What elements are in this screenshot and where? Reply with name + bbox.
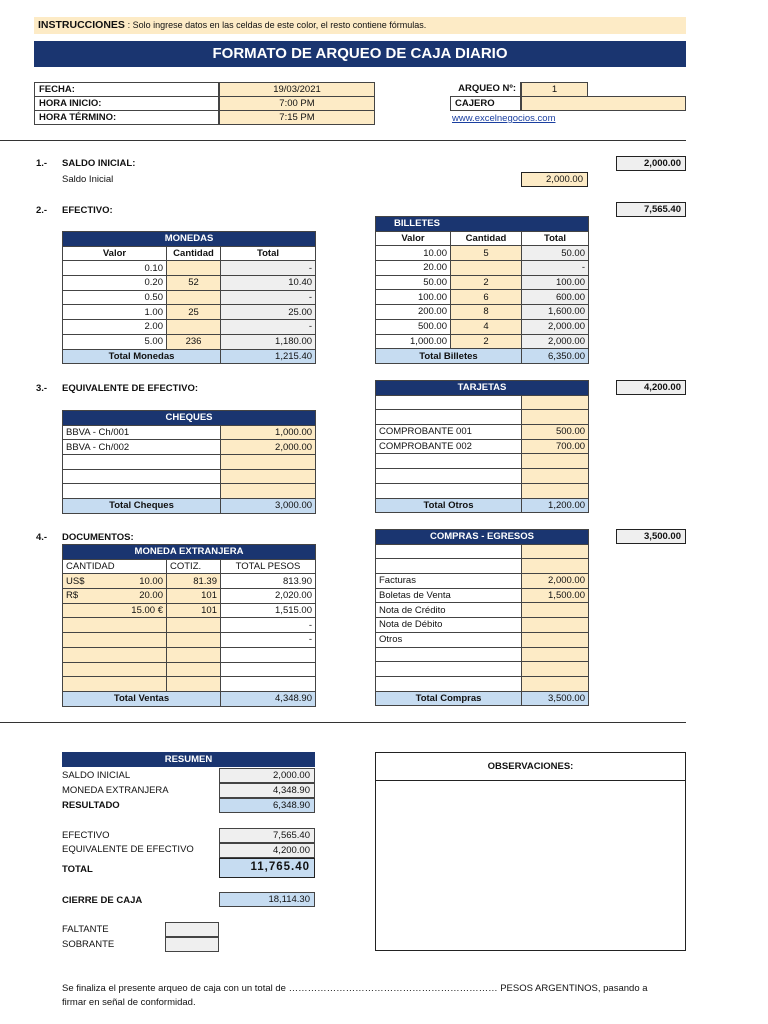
- billetes-valor: 200.00: [376, 305, 451, 320]
- tarjeta-amount-field[interactable]: [522, 395, 589, 410]
- table-row: [63, 455, 316, 470]
- table-row: [63, 334, 316, 349]
- compra-description[interactable]: Nota de Débito: [376, 618, 522, 633]
- cheques-total-label: Total Cheques: [63, 499, 221, 514]
- compra-amount-field[interactable]: [522, 662, 589, 677]
- moneda-total: [221, 647, 316, 662]
- table-row: [376, 647, 589, 662]
- sobrante-value: [165, 937, 219, 952]
- moneda-header-total: TOTAL PESOS: [221, 559, 316, 574]
- fecha-label: FECHA:: [34, 82, 219, 97]
- table-row: [376, 483, 589, 498]
- compra-description[interactable]: Boletas de Venta: [376, 588, 522, 603]
- compra-description[interactable]: [376, 647, 522, 662]
- table-row: [63, 574, 316, 589]
- table-row: [376, 544, 589, 559]
- moneda-total: -: [221, 618, 316, 633]
- monedas-total: -: [221, 290, 316, 305]
- arqueo-number-field[interactable]: 1: [521, 82, 588, 97]
- table-row: [376, 275, 589, 290]
- faltante-label: FALTANTE: [62, 924, 109, 935]
- cheque-description[interactable]: BBVA - Ch/001: [63, 425, 221, 440]
- billetes-valor: 50.00: [376, 275, 451, 290]
- table-row: [376, 588, 589, 603]
- sobrante-label: SOBRANTE: [62, 939, 115, 950]
- table-row: [63, 305, 316, 320]
- sec2-number: 2.-: [36, 205, 48, 216]
- resumen-equiv-value: 4,200.00: [219, 843, 315, 858]
- cheque-description[interactable]: [63, 484, 221, 499]
- compra-amount-field[interactable]: [522, 647, 589, 662]
- hora-termino-field[interactable]: 7:15 PM: [219, 110, 375, 125]
- moneda-cotiz-field[interactable]: [167, 618, 221, 633]
- table-row: [63, 320, 316, 335]
- cheque-description[interactable]: [63, 469, 221, 484]
- compra-amount-field[interactable]: [522, 618, 589, 633]
- compras-total-value: 3,500.00: [522, 691, 589, 706]
- cierre-label: CIERRE DE CAJA: [62, 895, 143, 906]
- cheques-table: [62, 410, 316, 514]
- monedas-total-label: Total Monedas: [63, 349, 221, 364]
- tarjeta-description[interactable]: [376, 454, 522, 469]
- resumen-efectivo-label: EFECTIVO: [62, 830, 110, 841]
- compra-description[interactable]: [376, 662, 522, 677]
- table-row: [63, 290, 316, 305]
- resumen-efectivo-value: 7,565.40: [219, 828, 315, 843]
- monedas-total: 10.40: [221, 276, 316, 291]
- resumen-total-label: TOTAL: [62, 864, 93, 875]
- table-row: [63, 633, 316, 648]
- tarjeta-amount-field[interactable]: [522, 469, 589, 484]
- cheque-amount-field[interactable]: [221, 484, 316, 499]
- billetes-cantidad-field[interactable]: 2: [451, 334, 522, 349]
- cheque-amount-field[interactable]: 1,000.00: [221, 425, 316, 440]
- moneda-cotiz-field[interactable]: [167, 633, 221, 648]
- table-row: [63, 425, 316, 440]
- page-title: FORMATO DE ARQUEO DE CAJA DIARIO: [34, 41, 686, 67]
- sec1-title: SALDO INICIAL:: [62, 158, 136, 169]
- compra-amount-field[interactable]: [522, 632, 589, 647]
- instructions-label: INSTRUCCIONES: [38, 19, 125, 31]
- tarjeta-description[interactable]: [376, 410, 522, 425]
- compra-amount-field[interactable]: 1,500.00: [522, 588, 589, 603]
- billetes-valor: 1,000.00: [376, 334, 451, 349]
- tarjetas-total-label: Total Otros: [376, 498, 522, 513]
- table-row: [376, 410, 589, 425]
- cheques-total-value: 3,000.00: [221, 499, 316, 514]
- divider-top: [0, 140, 686, 141]
- table-row: [376, 632, 589, 647]
- sec3-number: 3.-: [36, 383, 48, 394]
- billetes-total: 600.00: [522, 290, 589, 305]
- table-row: [63, 618, 316, 633]
- tarjeta-description[interactable]: COMPROBANTE 002: [376, 439, 522, 454]
- sec4-number: 4.-: [36, 532, 48, 543]
- moneda-cotiz-field[interactable]: [167, 662, 221, 677]
- billetes-valor: 100.00: [376, 290, 451, 305]
- table-row: [376, 290, 589, 305]
- monedas-total: 1,180.00: [221, 334, 316, 349]
- moneda-total: 2,020.00: [221, 589, 316, 604]
- moneda-total: 813.90: [221, 574, 316, 589]
- moneda-total: -: [221, 633, 316, 648]
- resumen-saldo-label: SALDO INICIAL: [62, 770, 131, 781]
- tarjeta-description[interactable]: [376, 469, 522, 484]
- moneda-currency: R$: [66, 590, 79, 602]
- moneda-cotiz-field[interactable]: [167, 647, 221, 662]
- saldo-inicial-field[interactable]: 2,000.00: [521, 172, 588, 187]
- moneda-total: [221, 677, 316, 692]
- compra-description[interactable]: Nota de Crédito: [376, 603, 522, 618]
- billetes-total: -: [522, 261, 589, 276]
- table-row: [376, 574, 589, 589]
- moneda-cotiz-field[interactable]: [167, 677, 221, 692]
- compra-description[interactable]: Facturas: [376, 574, 522, 589]
- tarjeta-description[interactable]: [376, 395, 522, 410]
- table-row: [376, 439, 589, 454]
- cheque-description[interactable]: [63, 455, 221, 470]
- moneda-cotiz-field[interactable]: 101: [167, 603, 221, 618]
- moneda-cantidad-field[interactable]: 15.00 €: [131, 605, 163, 617]
- sec2-title: EFECTIVO:: [62, 205, 113, 216]
- instructions-bar: [34, 17, 686, 34]
- footer-text-line2: firmar en señal de conformidad.: [62, 997, 196, 1008]
- moneda-header-cantidad: CANTIDAD: [63, 559, 167, 574]
- table-row: [63, 589, 316, 604]
- table-row: [376, 334, 589, 349]
- moneda-cantidad-field[interactable]: 10.00: [139, 575, 163, 587]
- resumen-saldo-value: 2,000.00: [219, 768, 315, 783]
- observaciones-title: OBSERVACIONES:: [376, 753, 685, 781]
- hora-inicio-label: HORA INICIO:: [34, 96, 219, 111]
- website-link[interactable]: www.excelnegocios.com: [452, 113, 556, 124]
- table-row: [376, 603, 589, 618]
- moneda-cantidad-field[interactable]: 20.00: [139, 590, 163, 602]
- table-row: [376, 618, 589, 633]
- monedas-cantidad-field[interactable]: 52: [167, 276, 221, 291]
- monedas-valor: 5.00: [63, 334, 167, 349]
- billetes-cantidad-field[interactable]: [451, 261, 522, 276]
- monedas-table: [62, 231, 316, 364]
- tarjeta-amount-field[interactable]: [522, 410, 589, 425]
- resumen-resultado-value: 6,348.90: [219, 798, 315, 813]
- billetes-valor: 20.00: [376, 261, 451, 276]
- footer-text-line1: Se finaliza el presente arqueo de caja con un total de ………………………………………………………… PESOS ARGENTINOS, pasando a: [62, 983, 648, 994]
- billetes-total: 1,600.00: [522, 305, 589, 320]
- compras-total-label: Total Compras: [376, 691, 522, 706]
- billetes-header-cantidad: Cantidad: [451, 231, 522, 246]
- table-row: [376, 454, 589, 469]
- billetes-total: 2,000.00: [522, 319, 589, 334]
- cajero-label: CAJERO: [450, 96, 521, 111]
- table-row: [63, 662, 316, 677]
- billetes-total: 100.00: [522, 275, 589, 290]
- sec2-total: 7,565.40: [616, 202, 686, 217]
- tarjetas-total-value: 1,200.00: [522, 498, 589, 513]
- saldo-inicial-label: Saldo Inicial: [62, 174, 114, 185]
- billetes-valor: 500.00: [376, 319, 451, 334]
- monedas-total-value: 1,215.40: [221, 349, 316, 364]
- observaciones-box[interactable]: [375, 752, 686, 951]
- cheque-amount-field[interactable]: [221, 455, 316, 470]
- table-row: [63, 469, 316, 484]
- tarjeta-amount-field[interactable]: 500.00: [522, 425, 589, 440]
- resumen-moneda-value: 4,348.90: [219, 783, 315, 798]
- monedas-cantidad-field[interactable]: 25: [167, 305, 221, 320]
- table-row: [376, 246, 589, 261]
- hora-termino-label: HORA TÉRMINO:: [34, 110, 219, 125]
- ventas-total-value: 4,348.90: [221, 691, 316, 706]
- billetes-total: 50.00: [522, 246, 589, 261]
- arqueo-label: ARQUEO Nº:: [450, 82, 521, 97]
- hora-inicio-field[interactable]: 7:00 PM: [219, 96, 375, 111]
- billetes-cantidad-field[interactable]: 5: [451, 246, 522, 261]
- compra-amount-field[interactable]: [522, 559, 589, 574]
- cierre-value: 18,114.30: [219, 892, 315, 907]
- billetes-table: [375, 216, 589, 364]
- compra-amount-field[interactable]: [522, 603, 589, 618]
- tarjeta-amount-field[interactable]: [522, 454, 589, 469]
- billetes-total-label: Total Billetes: [376, 349, 522, 364]
- table-row: [63, 276, 316, 291]
- monedas-header-valor: Valor: [63, 246, 167, 261]
- table-row: [376, 425, 589, 440]
- table-row: [376, 305, 589, 320]
- sec3-title: EQUIVALENTE DE EFECTIVO:: [62, 383, 199, 394]
- table-row: [63, 484, 316, 499]
- cajero-field[interactable]: [521, 96, 686, 111]
- monedas-valor: 0.50: [63, 290, 167, 305]
- billetes-total: 2,000.00: [522, 334, 589, 349]
- monedas-total: -: [221, 261, 316, 276]
- resumen-title: RESUMEN: [62, 752, 315, 767]
- monedas-header-cantidad: Cantidad: [167, 246, 221, 261]
- moneda-total: [221, 662, 316, 677]
- fecha-field[interactable]: 19/03/2021: [219, 82, 375, 97]
- table-row: [376, 319, 589, 334]
- cheque-amount-field[interactable]: [221, 469, 316, 484]
- billetes-cantidad-field[interactable]: 6: [451, 290, 522, 305]
- resumen-equiv-label: EQUIVALENTE DE EFECTIVO: [62, 844, 194, 855]
- monedas-valor: 0.20: [63, 276, 167, 291]
- billetes-total-value: 6,350.00: [522, 349, 589, 364]
- monedas-total: -: [221, 320, 316, 335]
- moneda-total: 1,515.00: [221, 603, 316, 618]
- monedas-header-total: Total: [221, 246, 316, 261]
- sec1-total: 2,000.00: [616, 156, 686, 171]
- billetes-cantidad-field[interactable]: 8: [451, 305, 522, 320]
- cheque-description[interactable]: BBVA - Ch/002: [63, 440, 221, 455]
- moneda-cotiz-field[interactable]: 81.39: [167, 574, 221, 589]
- compra-description[interactable]: [376, 676, 522, 691]
- resumen-total-value: 11,765.40: [219, 858, 315, 878]
- billetes-cantidad-field[interactable]: 4: [451, 319, 522, 334]
- table-row: [63, 603, 316, 618]
- table-row: [376, 662, 589, 677]
- moneda-cotiz-field[interactable]: 101: [167, 589, 221, 604]
- monedas-cantidad-field[interactable]: [167, 261, 221, 276]
- ventas-total-label: Total Ventas: [63, 691, 221, 706]
- sec3-total: 4,200.00: [616, 380, 686, 395]
- moneda-extranjera-title: MONEDA EXTRANJERA: [63, 545, 316, 560]
- instructions-text: : Solo ingrese datos en las celdas de este color, el resto contiene fórmulas.: [127, 20, 427, 30]
- tarjeta-description[interactable]: COMPROBANTE 001: [376, 425, 522, 440]
- table-row: [376, 469, 589, 484]
- table-row: [63, 261, 316, 276]
- table-row: [63, 647, 316, 662]
- moneda-currency: US$: [66, 575, 85, 587]
- monedas-title: MONEDAS: [63, 232, 316, 247]
- sec4-total: 3,500.00: [616, 529, 686, 544]
- resumen-resultado-label: RESULTADO: [62, 800, 120, 811]
- faltante-value: [165, 922, 219, 937]
- billetes-header-valor: Valor: [376, 231, 451, 246]
- compra-amount-field[interactable]: [522, 544, 589, 559]
- billetes-header-total: Total: [522, 231, 589, 246]
- compra-description[interactable]: [376, 544, 522, 559]
- compras-title: COMPRAS - EGRESOS: [376, 530, 589, 545]
- billetes-valor: 10.00: [376, 246, 451, 261]
- billetes-title: BILLETES: [376, 217, 589, 232]
- billetes-cantidad-field[interactable]: 2: [451, 275, 522, 290]
- monedas-valor: 2.00: [63, 320, 167, 335]
- resumen-moneda-label: MONEDA EXTRANJERA: [62, 785, 169, 796]
- monedas-cantidad-field[interactable]: [167, 320, 221, 335]
- divider-bottom: [0, 722, 686, 723]
- compra-amount-field[interactable]: [522, 676, 589, 691]
- table-row: [376, 395, 589, 410]
- sec1-number: 1.-: [36, 158, 48, 169]
- monedas-total: 25.00: [221, 305, 316, 320]
- compra-description[interactable]: Otros: [376, 632, 522, 647]
- tarjeta-amount-field[interactable]: [522, 483, 589, 498]
- table-row: [63, 440, 316, 455]
- moneda-extranjera-table: [62, 544, 316, 707]
- compra-amount-field[interactable]: 2,000.00: [522, 574, 589, 589]
- tarjetas-table: [375, 380, 589, 513]
- monedas-valor: 1.00: [63, 305, 167, 320]
- monedas-cantidad-field[interactable]: [167, 290, 221, 305]
- tarjetas-title: TARJETAS: [376, 381, 589, 396]
- table-row: [63, 677, 316, 692]
- compra-description[interactable]: [376, 559, 522, 574]
- monedas-valor: 0.10: [63, 261, 167, 276]
- table-row: [376, 676, 589, 691]
- sec4-title: DOCUMENTOS:: [62, 532, 134, 543]
- moneda-header-cotiz: COTIZ.: [167, 559, 221, 574]
- table-row: [376, 559, 589, 574]
- tarjeta-description[interactable]: [376, 483, 522, 498]
- compras-table: [375, 529, 589, 706]
- table-row: [376, 261, 589, 276]
- monedas-cantidad-field[interactable]: 236: [167, 334, 221, 349]
- cheques-title: CHEQUES: [63, 411, 316, 426]
- tarjeta-amount-field[interactable]: 700.00: [522, 439, 589, 454]
- cheque-amount-field[interactable]: 2,000.00: [221, 440, 316, 455]
